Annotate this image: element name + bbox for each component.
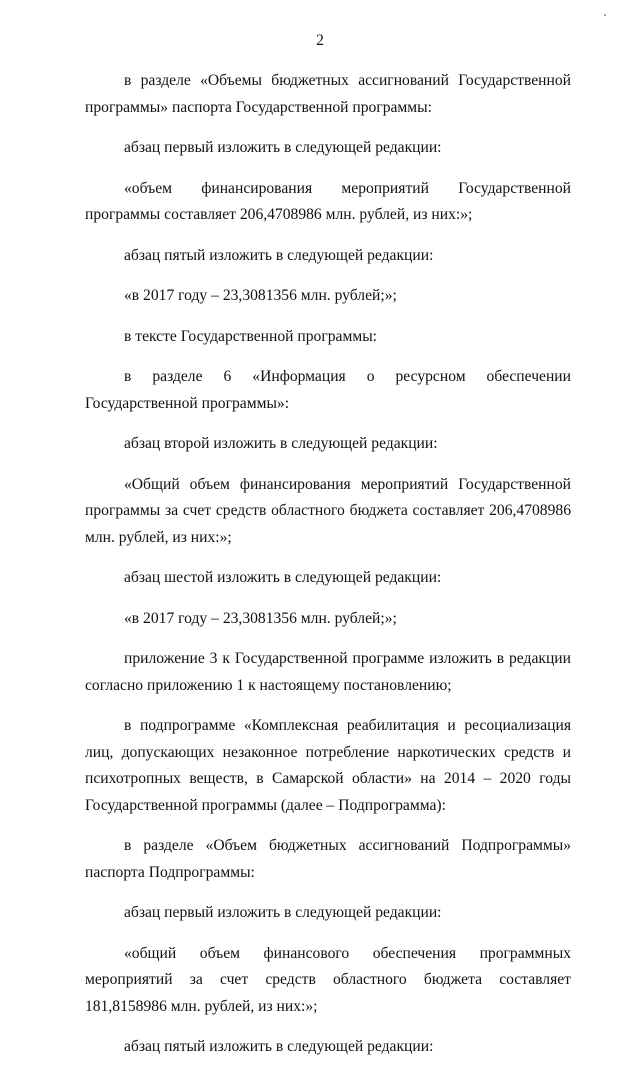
- scan-speck: [604, 14, 606, 16]
- paragraph: в разделе «Объемы бюджетных ассигнований Государственной программы» паспорта Государственной программы:: [85, 72, 571, 116]
- paragraph: в тексте Государственной программы:: [124, 327, 378, 345]
- paragraph: абзац пятый изложить в следующей редакции:: [124, 1038, 434, 1055]
- paragraph: «общий объем финансового обеспечения программных мероприятий за счет средств областного бюджета составляет 181,8158986 млн. рублей, из них:»;: [85, 944, 571, 1015]
- paragraph: абзац шестой изложить в следующей редакции:: [124, 569, 442, 586]
- page-number: 2: [316, 32, 324, 49]
- paragraph: «в 2017 году – 23,3081356 млн. рублей;»;: [124, 287, 397, 304]
- paragraph: абзац второй изложить в следующей редакции:: [124, 435, 438, 452]
- paragraph: приложение 3 к Государственной программе изложить в редакции согласно приложению 1 к настоящему постановлению;: [85, 650, 571, 694]
- paragraph: абзац первый изложить в следующей редакции:: [124, 904, 442, 921]
- paragraph: абзац пятый изложить в следующей редакции:: [124, 246, 434, 264]
- paragraph: «объем финансирования мероприятий Государственной программы составляет 206,4708986 млн. рублей, из них:»;: [85, 179, 571, 223]
- paragraph: в разделе 6 «Информация о ресурсном обеспечении Государственной программы»:: [85, 368, 571, 412]
- paragraph: в разделе «Объем бюджетных ассигнований Подпрограммы» паспорта Подпрограммы:: [85, 837, 571, 881]
- paragraph: «Общий объем финансирования мероприятий Государственной программы за счет средств областного бюджета составляет 206,4708986 млн. рублей, из них:»;: [85, 475, 571, 546]
- document-body: [85, 68, 571, 1075]
- paragraph: в подпрограмме «Комплексная реабилитация и ресоциализация лиц, допускающих незаконное потребление наркотических средств и психотропных веществ, в Самарской области» на 2014 – 2020 годы Государственной программы (далее – Подпрограмма):: [85, 717, 571, 814]
- paragraph: «в 2017 году – 23,3081356 млн. рублей;»;: [124, 609, 397, 627]
- paragraph: абзац первый изложить в следующей редакции:: [124, 139, 442, 156]
